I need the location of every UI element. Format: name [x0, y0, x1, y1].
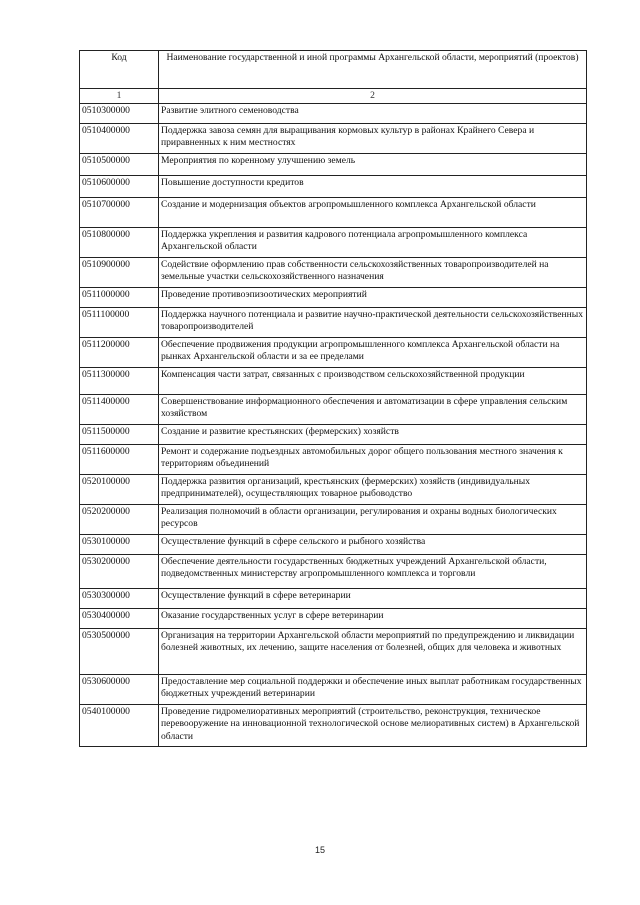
row-name: Реализация полномочий в области организации, регулирования и охраны водных биологических ресурсов — [159, 504, 587, 534]
table-row — [80, 197, 587, 227]
table-row — [80, 287, 587, 307]
row-code: 0510800000 — [80, 227, 159, 257]
row-name: Поддержка укрепления и развития кадрового потенциала агропромышленного комплекса Архангельской области — [159, 227, 587, 257]
row-name: Оказание государственных услуг в сфере ветеринарии — [159, 608, 587, 628]
row-code: 0511500000 — [80, 424, 159, 444]
table-row — [80, 367, 587, 394]
row-code: 0530200000 — [80, 554, 159, 588]
table-row — [80, 444, 587, 474]
row-code: 0510400000 — [80, 123, 159, 153]
row-code: 0520200000 — [80, 504, 159, 534]
table-header-row — [80, 51, 587, 89]
row-code: 0530300000 — [80, 588, 159, 608]
row-code: 0511000000 — [80, 287, 159, 307]
row-code: 0510900000 — [80, 257, 159, 287]
row-code: 0520100000 — [80, 474, 159, 504]
row-code: 0510600000 — [80, 175, 159, 197]
row-name: Создание и модернизация объектов агропромышленного комплекса Архангельской области — [159, 197, 587, 227]
code-column-header: Код — [80, 51, 159, 89]
table-row — [80, 153, 587, 175]
row-name: Обеспечение продвижения продукции агропромышленного комплекса Архангельской области на рынках Архангельской области и за ее пределами — [159, 337, 587, 367]
row-code: 0510500000 — [80, 153, 159, 175]
row-name: Повышение доступности кредитов — [159, 175, 587, 197]
row-code: 0540100000 — [80, 704, 159, 746]
table-row — [80, 337, 587, 367]
row-code: 0510700000 — [80, 197, 159, 227]
row-name: Проведение противоэпизоотических мероприятий — [159, 287, 587, 307]
table-row — [80, 534, 587, 554]
budget-codes-table — [79, 50, 587, 747]
table-row — [80, 608, 587, 628]
row-name: Создание и развитие крестьянских (фермерских) хозяйств — [159, 424, 587, 444]
row-code: 0530100000 — [80, 534, 159, 554]
row-name: Организация на территории Архангельской области мероприятий по предупреждению и ликвидации болезней животных, их лечению, защите населения от болезней, общих для человека и животных — [159, 628, 587, 674]
row-name: Осуществление функций в сфере сельского и рыбного хозяйства — [159, 534, 587, 554]
row-name: Обеспечение деятельности государственных бюджетных учреждений Архангельской области, подведомственных министерству агропромышленного комплекса и торговли — [159, 554, 587, 588]
column-number-1: 1 — [80, 89, 159, 104]
table-body — [80, 103, 587, 746]
row-name: Содействие оформлению прав собственности сельскохозяйственных товаропроизводителей на земельные участки сельскохозяйственного назначения — [159, 257, 587, 287]
table-row — [80, 175, 587, 197]
row-name: Поддержка научного потенциала и развитие научно-практической деятельности сельскохозяйственных товаропроизводителей — [159, 307, 587, 337]
table-row — [80, 227, 587, 257]
table-row — [80, 123, 587, 153]
row-code: 0511400000 — [80, 394, 159, 424]
row-code: 0530600000 — [80, 674, 159, 704]
table-row — [80, 424, 587, 444]
row-code: 0511100000 — [80, 307, 159, 337]
page-number: 15 — [314, 845, 325, 855]
table-row — [80, 704, 587, 746]
table-row — [80, 257, 587, 287]
table-row — [80, 307, 587, 337]
table-row — [80, 628, 587, 674]
row-code: 0510300000 — [80, 103, 159, 123]
row-name: Предоставление мер социальной поддержки и обеспечение иных выплат работникам государственных бюджетных учреждений ветеринарии — [159, 674, 587, 704]
column-number-row — [80, 89, 587, 104]
table-row — [80, 394, 587, 424]
table-row — [80, 674, 587, 704]
column-number-2: 2 — [159, 89, 587, 104]
row-name: Компенсация части затрат, связанных с производством сельскохозяйственной продукции — [159, 367, 587, 394]
row-name: Осуществление функций в сфере ветеринарии — [159, 588, 587, 608]
table-row — [80, 103, 587, 123]
row-code: 0511600000 — [80, 444, 159, 474]
row-code: 0511300000 — [80, 367, 159, 394]
row-name: Проведение гидромелиоративных мероприятий (строительство, реконструкция, техническое перевооружение на инновационной технологической основе мелиоративных систем) в Архангельской области — [159, 704, 587, 746]
row-name: Поддержка завоза семян для выращивания кормовых культур в районах Крайнего Севера и приравненных к ним местностях — [159, 123, 587, 153]
table-row — [80, 504, 587, 534]
table-row — [80, 588, 587, 608]
row-name: Мероприятия по коренному улучшению земель — [159, 153, 587, 175]
row-code: 0530500000 — [80, 628, 159, 674]
row-name: Ремонт и содержание подъездных автомобильных дорог общего пользования местного значения к территориям объединений — [159, 444, 587, 474]
row-code: 0530400000 — [80, 608, 159, 628]
table-row — [80, 474, 587, 504]
row-name: Совершенствование информационного обеспечения и автоматизации в сфере управления сельским хозяйством — [159, 394, 587, 424]
row-name: Поддержка развития организаций, крестьянских (фермерских) хозяйств (индивидуальных предпринимателей), осуществляющих товарное рыбоводство — [159, 474, 587, 504]
name-column-header: Наименование государственной и иной программы Архангельской области, мероприятий (проектов) — [159, 51, 587, 89]
row-code: 0511200000 — [80, 337, 159, 367]
row-name: Развитие элитного семеноводства — [159, 103, 587, 123]
table-row — [80, 554, 587, 588]
